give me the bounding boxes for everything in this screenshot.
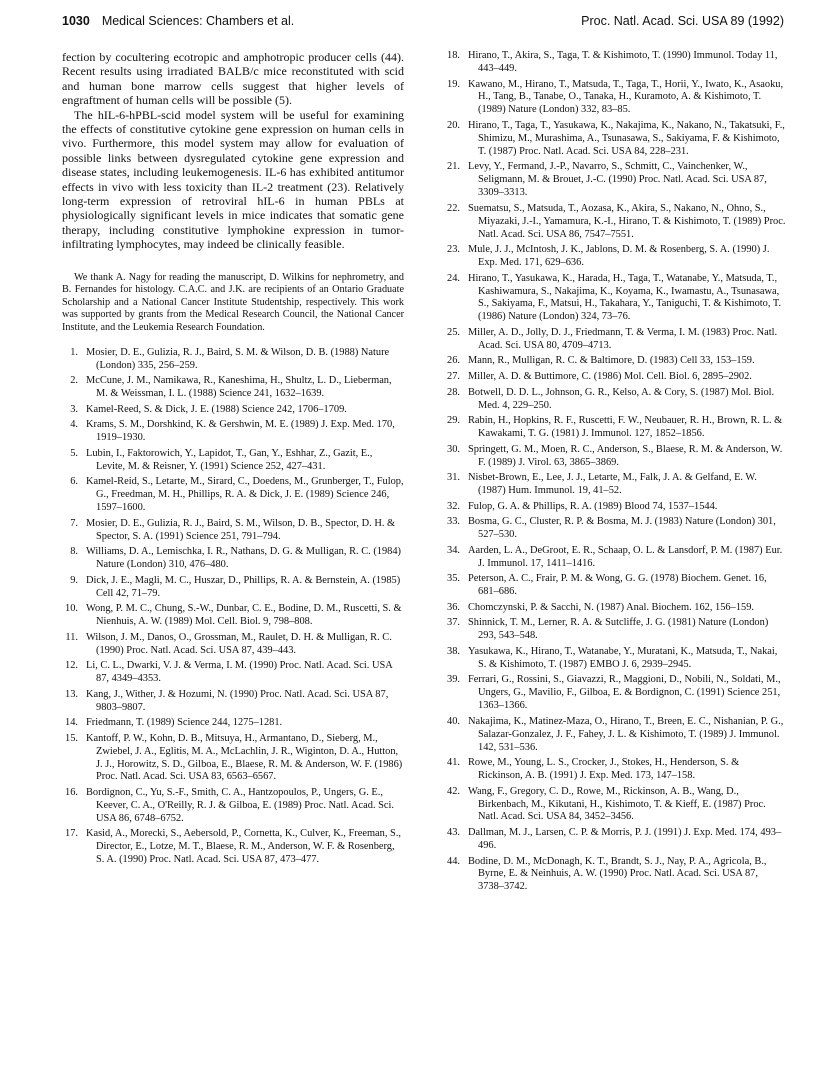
reference-number: 22. xyxy=(447,202,460,214)
body-paragraph: The hIL-6-hPBL-scid model system will be useful for examining the effects of constitutive cytokine gene expression on human cells in vivo. Furthermore, this model system may allow for evaluation of possible links between dysregulated cytokine gene expression and disease states, including leukemogenesis. IL-6 has exhibited antitumor effects in vivo with less toxicity than IL-2 treatment (23). Relatively long-term expression of retroviral hIL-6 in human PBLs at physiologically significant levels in mice indicates that somatic gene therapy, including constitutive lymphokine expression in tumor-infiltrating lymphocytes, may indeed be clinically feasible. xyxy=(62,107,404,252)
journal-citation: Proc. Natl. Acad. Sci. USA 89 (1992) xyxy=(581,14,784,28)
reference-item xyxy=(62,404,404,417)
reference-text: Dallman, M. J., Larsen, C. P. & Morris, P. J. (1991) J. Exp. Med. 174, 493–496. xyxy=(468,827,782,851)
reference-item xyxy=(444,444,786,470)
reference-number: 33. xyxy=(447,516,460,528)
section-title: Medical Sciences: Chambers et al. xyxy=(101,14,295,28)
reference-item xyxy=(444,757,786,783)
reference-number: 1. xyxy=(70,346,78,358)
reference-item xyxy=(444,472,786,498)
reference-text: Bosma, G. C., Cluster, R. P. & Bosma, M. J. (1983) Nature (London) 301, 527–530. xyxy=(468,516,776,541)
reference-text: Hirano, T., Akira, S., Taga, T. & Kishimoto, T. (1990) Immunol. Today 11, 443–449. xyxy=(468,50,778,74)
reference-number: 20. xyxy=(447,119,460,131)
reference-number: 19. xyxy=(447,78,460,90)
reference-text: Krams, S. M., Dorshkind, K. & Gershwin, M. E. (1989) J. Exp. Med. 170, 1919–1930. xyxy=(86,419,395,444)
reference-item xyxy=(444,501,786,514)
reference-number: 11. xyxy=(65,631,78,643)
reference-number: 3. xyxy=(70,403,78,415)
reference-text: Suematsu, S., Matsuda, T., Aozasa, K., Akira, S., Nakano, N., Ohno, S., Miyazaki, J.-I., Yamamura, K.-I., Hirano, T. & Kishimoto, T. (1989) Proc. Natl. Acad. Sci. USA 86, 7547–7551. xyxy=(468,202,786,240)
reference-number: 4. xyxy=(70,419,78,431)
reference-item xyxy=(444,50,786,76)
page-header xyxy=(62,14,784,34)
reference-item xyxy=(62,518,404,544)
reference-text: Kamel-Reid, S., Letarte, M., Sirard, C., Doedens, M., Grunberger, T., Fulop, G., Freedman, M. H., Phillips, R. A. & Dick, J. E. (1989) Science 246, 1597–1600. xyxy=(86,476,404,514)
reference-number: 43. xyxy=(447,827,460,839)
reference-number: 44. xyxy=(447,855,460,867)
reference-text: Friedmann, T. (1989) Science 244, 1275–1281. xyxy=(86,717,283,729)
reference-number: 27. xyxy=(447,371,460,383)
reference-text: Wang, F., Gregory, C. D., Rowe, M., Rickinson, A. B., Wang, D., Birkenbach, M., Kikutani, H., Kishimoto, T. & Kieff, E. (1987) Proc. Natl. Acad. Sci. USA 84, 3452–3456. xyxy=(468,785,766,823)
left-column xyxy=(62,50,404,870)
reference-text: Dick, J. E., Magli, M. C., Huszar, D., Phillips, R. A. & Bernstein, A. (1985) Cell 42, 71–79. xyxy=(86,574,401,599)
reference-text: Mann, R., Mulligan, R. C. & Baltimore, D. (1983) Cell 33, 153–159. xyxy=(468,355,755,367)
reference-item xyxy=(444,786,786,825)
reference-text: Nakajima, K., Matinez-Maza, O., Hirano, T., Breen, E. C., Nishanian, P. G., Salazar-Gonzalez, J. F., Fahey, J. L. & Kishimoto, T. (1989) J. Immunol. 142, 531–536. xyxy=(468,715,784,753)
reference-text: Nisbet-Brown, E., Lee, J. J., Letarte, M., Falk, J. A. & Gelfand, E. W. (1987) Hum. Immunol. 19, 41–52. xyxy=(468,472,757,497)
reference-item xyxy=(444,161,786,200)
reference-item xyxy=(62,575,404,601)
reference-number: 23. xyxy=(447,244,460,256)
reference-item xyxy=(444,856,786,895)
reference-text: Rowe, M., Young, L. S., Crocker, J., Stokes, H., Henderson, S. & Rickinson, A. B. (1991) J. Exp. Med. 173, 147–158. xyxy=(468,757,740,782)
reference-text: Williams, D. A., Lemischka, I. R., Nathans, D. G. & Mulligan, R. C. (1984) Nature (London) 310, 476–480. xyxy=(86,546,402,571)
reference-text: Aarden, L. A., DeGroot, E. R., Schaap, O. L. & Lansdorf, P. M. (1987) Eur. J. Immunol. 17, 1411–1416. xyxy=(468,544,783,569)
reference-number: 30. xyxy=(447,443,460,455)
reference-text: Bordignon, C., Yu, S.-F., Smith, C. A., Hantzopoulos, P., Ungers, G. E., Keever, C. A., O'Reilly, R. J. & Gilboa, E. (1989) Proc. Natl. Acad. Sci. USA 86, 6748–6752. xyxy=(86,787,395,824)
reference-text: Mosier, D. E., Gulizia, R. J., Baird, S. M. & Wilson, D. B. (1988) Nature (London) 335, 256–259. xyxy=(86,346,390,371)
reference-number: 12. xyxy=(65,660,78,672)
reference-text: Springett, G. M., Moen, R. C., Anderson, S., Blaese, R. M. & Anderson, W. F. (1989) J. Virol. 63, 3865–3869. xyxy=(468,443,783,468)
reference-item xyxy=(62,689,404,715)
reference-item xyxy=(444,79,786,118)
reference-text: Shinnick, T. M., Lerner, R. A. & Sutcliffe, J. G. (1981) Nature (London) 293, 543–548. xyxy=(468,617,769,642)
reference-number: 41. xyxy=(447,757,460,769)
reference-item xyxy=(444,516,786,542)
reference-item xyxy=(62,603,404,629)
reference-item xyxy=(62,828,404,867)
reference-item xyxy=(62,375,404,401)
reference-text: Botwell, D. D. L., Johnson, G. R., Kelso, A. & Cory, S. (1987) Mol. Biol. Med. 4, 229–250. xyxy=(468,386,775,411)
reference-text: Yasukawa, K., Hirano, T., Watanabe, Y., Muratani, K., Matsuda, T., Nakai, S. & Kishimoto, T. (1987) EMBO J. 6, 2939–2945. xyxy=(468,645,778,670)
reference-number: 38. xyxy=(447,645,460,657)
reference-text: Lubin, I., Faktorowich, Y., Lapidot, T., Gan, Y., Eshhar, Z., Gazit, E., Levite, M. & Reisner, Y. (1991) Science 252, 427–431. xyxy=(86,447,373,472)
reference-number: 16. xyxy=(65,787,78,799)
reference-item xyxy=(444,120,786,159)
reference-text: Levy, Y., Fermand, J.-P., Navarro, S., Schmitt, C., Vainchenker, W., Seligmann, M. & Brouet, J.-C. (1990) Proc. Natl. Acad. Sci. USA 87, 3309–3313. xyxy=(468,161,767,199)
reference-number: 8. xyxy=(70,546,78,558)
reference-number: 14. xyxy=(65,717,78,729)
reference-item xyxy=(62,448,404,474)
reference-text: Rabin, H., Hopkins, R. F., Ruscetti, F. W., Neubauer, R. H., Brown, R. L. & Kawakami, T. G. (1981) J. Immunol. 127, 1852–1856. xyxy=(468,415,783,440)
reference-number: 39. xyxy=(447,674,460,686)
reference-number: 9. xyxy=(70,574,78,586)
reference-number: 7. xyxy=(70,517,78,529)
reference-item xyxy=(62,546,404,572)
reference-number: 10. xyxy=(65,603,78,615)
reference-item xyxy=(444,617,786,643)
reference-text: Kamel-Reed, S. & Dick, J. E. (1988) Science 242, 1706–1709. xyxy=(86,403,347,415)
reference-text: Li, C. L., Dwarki, V. J. & Verma, I. M. (1990) Proc. Natl. Acad. Sci. USA 87, 4349–4353. xyxy=(86,660,393,685)
reference-number: 5. xyxy=(70,447,78,459)
reference-text: Miller, A. D. & Buttimore, C. (1986) Mol. Cell. Biol. 6, 2895–2902. xyxy=(468,371,752,383)
reference-text: Mule, J. J., McIntosh, J. K., Jablons, D. M. & Rosenberg, S. A. (1990) J. Exp. Med. 171, 629–636. xyxy=(468,244,770,269)
reference-item xyxy=(444,273,786,325)
reference-text: Hirano, T., Taga, T., Yasukawa, K., Nakajima, K., Nakano, N., Takatsuki, F., Shimizu, M., Murashima, A., Tsunasawa, S., Sakiyama, F. & Kishimoto, T. (1987) Proc. Natl. Acad. Sci. USA 84, 228–231. xyxy=(468,119,785,157)
reference-text: Kasid, A., Morecki, S., Aebersold, P., Cornetta, K., Culver, K., Freeman, S., Director, E., Lotze, M. T., Blaese, R. M., Anderson, W. F. & Rosenberg, S. A. (1990) Proc. Natl. Acad. Sci. USA 87, 473–477. xyxy=(86,828,402,866)
right-column xyxy=(444,50,786,897)
reference-item xyxy=(62,660,404,686)
reference-number: 15. xyxy=(65,732,78,744)
reference-number: 18. xyxy=(447,50,460,61)
reference-text: Kawano, M., Hirano, T., Matsuda, T., Taga, T., Horii, Y., Iwato, K., Asaoku, H., Tang, B., Tanabe, O., Tanaka, H., Kuramoto, A. & Kishimoto, T. (1989) Nature (London) 332, 83–85. xyxy=(468,78,784,116)
reference-text: Bodine, D. M., McDonagh, K. T., Brandt, S. J., Nay, P. A., Agricola, B., Byrne, E. & Neinhuis, A. W. (1990) Proc. Natl. Acad. Sci. USA 87, 3738–3742. xyxy=(468,855,767,893)
reference-text: Chomczynski, P. & Sacchi, N. (1987) Anal. Biochem. 162, 156–159. xyxy=(468,601,755,613)
reference-item xyxy=(62,733,404,785)
reference-number: 32. xyxy=(447,500,460,512)
reference-number: 42. xyxy=(447,785,460,797)
header-left xyxy=(62,14,294,28)
reference-text: Peterson, A. C., Frair, P. M. & Wong, G. G. (1978) Biochem. Genet. 16, 681–686. xyxy=(468,573,767,598)
reference-number: 2. xyxy=(70,375,78,387)
reference-item xyxy=(444,602,786,615)
reference-item xyxy=(444,371,786,384)
reference-text: Miller, A. D., Jolly, D. J., Friedmann, T. & Verma, I. M. (1983) Proc. Natl. Acad. Sci. USA 80, 4709–4713. xyxy=(468,326,778,351)
reference-item xyxy=(62,787,404,826)
reference-number: 29. xyxy=(447,415,460,427)
reference-text: Kang, J., Wither, J. & Hozumi, N. (1990) Proc. Natl. Acad. Sci. USA 87, 9803–9807. xyxy=(86,688,389,713)
reference-item xyxy=(444,674,786,713)
reference-number: 24. xyxy=(447,272,460,284)
reference-item xyxy=(444,355,786,368)
reference-item xyxy=(62,347,404,373)
reference-number: 31. xyxy=(447,472,460,484)
reference-number: 21. xyxy=(447,161,460,173)
reference-item xyxy=(444,827,786,853)
page-number: 1030 xyxy=(62,14,90,28)
reference-list xyxy=(62,347,404,868)
reference-item xyxy=(62,476,404,515)
reference-item xyxy=(62,419,404,445)
reference-number: 13. xyxy=(65,688,78,700)
reference-item xyxy=(444,387,786,413)
reference-text: Wilson, J. M., Danos, O., Grossman, M., Raulet, D. H. & Mulligan, R. C. (1990) Proc. Natl. Acad. Sci. USA 87, 439–443. xyxy=(86,631,392,656)
reference-number: 17. xyxy=(65,828,78,840)
reference-item xyxy=(444,244,786,270)
reference-item xyxy=(444,716,786,755)
reference-text: Fulop, G. A. & Phillips, R. A. (1989) Blood 74, 1537–1544. xyxy=(468,500,718,512)
reference-item xyxy=(444,415,786,441)
reference-list xyxy=(444,50,786,894)
reference-number: 26. xyxy=(447,355,460,367)
reference-number: 28. xyxy=(447,386,460,398)
reference-text: McCune, J. M., Namikawa, R., Kaneshima, H., Shultz, L. D., Lieberman, M. & Weissman, I. L. (1988) Science 241, 1632–1639. xyxy=(86,375,392,400)
reference-item xyxy=(444,646,786,672)
body-paragraph: fection by cocultering ecotropic and amphotropic producer cells (44). Recent results using irradiated BALB/c mice reconstituted with scid and human bone marrow cells suggest that higher levels of engraftment of human cells will be possible (5). xyxy=(62,50,404,108)
reference-item xyxy=(444,327,786,353)
reference-text: Ferrari, G., Rossini, S., Giavazzi, R., Maggioni, D., Nobili, N., Soldati, M., Ungers, G., Mavilio, F., Gilboa, E. & Bordignon, C. (1991) Science 251, 1363–1366. xyxy=(468,674,781,712)
reference-number: 40. xyxy=(447,715,460,727)
reference-number: 36. xyxy=(447,601,460,613)
reference-number: 34. xyxy=(447,544,460,556)
reference-number: 6. xyxy=(70,476,78,488)
reference-number: 25. xyxy=(447,326,460,338)
reference-item xyxy=(62,717,404,730)
reference-text: Mosier, D. E., Gulizia, R. J., Baird, S. M., Wilson, D. B., Spector, D. H. & Spector, S. A. (1991) Science 251, 791–794. xyxy=(86,517,396,542)
reference-number: 35. xyxy=(447,573,460,585)
reference-text: Kantoff, P. W., Kohn, D. B., Mitsuya, H., Armantano, D., Sieberg, M., Zwiebel, J. A., Eglitis, M. A., McLachlin, J. R., Wiginton, D. A., Hutton, J. J., Horowitz, S. D., Gilboa, E., Blaese, R. M. & Anderson, W. F. (1986) Proc. Natl. Acad. Sci. USA 83, 6563–6567. xyxy=(86,732,403,783)
reference-item xyxy=(444,545,786,571)
reference-item xyxy=(62,632,404,658)
reference-text: Hirano, T., Yasukawa, K., Harada, H., Taga, T., Watanabe, Y., Matsuda, T., Kashiwamura, S., Nakajima, K., Koyama, K., Iwamastu, A., Tsunasawa, S., Sakiyama, F., Matsui, H., Takahara, Y., Taniguchi, T. & Kishimoto, T. (1986) Nature (London) 324, 73–76. xyxy=(468,272,782,323)
reference-number: 37. xyxy=(447,617,460,629)
acknowledgment: We thank A. Nagy for reading the manuscript, D. Wilkins for nephrometry, and B. Fernandes for histology. C.A.C. and J.K. are recipients of an Ontario Graduate Scholarship and a National Cancer Institute Studentship, respectively. This work was supported by grants from the Medical Research Council, the National Cancer Institute, and the Leukemia Research Foundation. xyxy=(62,271,404,334)
reference-text: Wong, P. M. C., Chung, S.-W., Dunbar, C. E., Bodine, D. M., Ruscetti, S. & Nienhuis, A. W. (1989) Mol. Cell. Biol. 9, 798–808. xyxy=(86,603,402,628)
reference-item xyxy=(444,203,786,242)
reference-item xyxy=(444,573,786,599)
